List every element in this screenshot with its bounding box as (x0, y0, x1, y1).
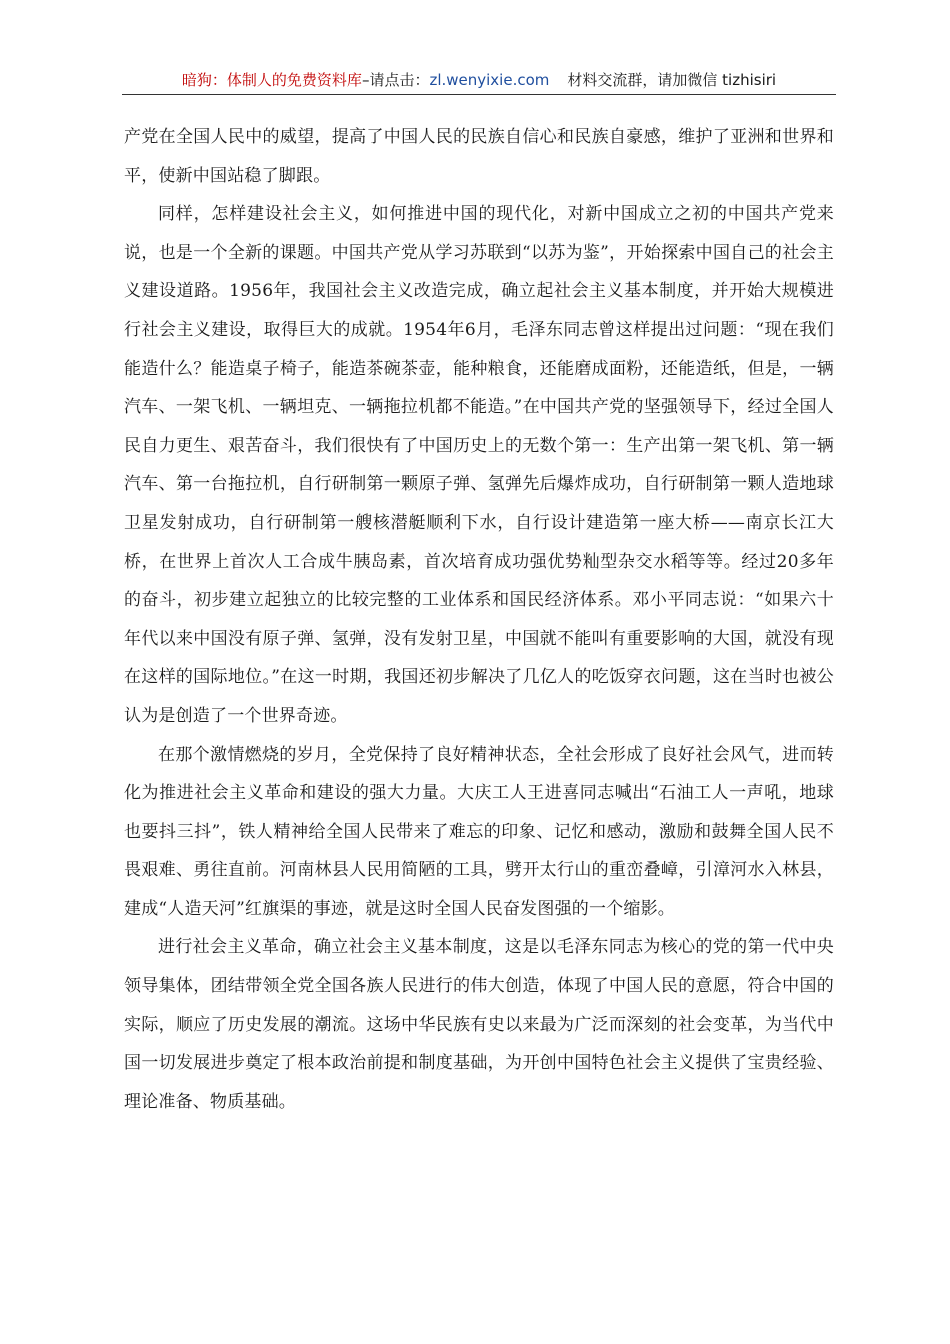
paragraph-continued: 产党在全国人民中的威望，提高了中国人民的民族自信心和民族自豪感，维护了亚洲和世界和平，使新中国站稳了脚跟。 (124, 127, 834, 186)
header-brand: 暗狗：体制人的免费资料库 (181, 71, 362, 89)
header-wechat-note: 材料交流群，请加微信 tizhisiri (567, 71, 777, 89)
paragraph-spirit-of-era: 在那个激情燃烧的岁月，全党保持了良好精神状态，全社会形成了良好社会风气，进而转化为推进社会主义革命和建设的强大力量。大庆工人王进喜同志喊出“石油工人一声吼，地球也要抖三抖”，铁人精神给全国人民带来了难忘的印象、记忆和感动，激励和鼓舞全国人民不畏艰难、勇往直前。河南林县人民用简陋的工具，劈开太行山的重峦叠嶂，引漳河水入林县，建成“人造天河”红旗渠的事迹，就是这时全国人民奋发图强的一个缩影。 (124, 744, 834, 919)
paragraph-conclusion: 进行社会主义革命，确立社会主义基本制度，这是以毛泽东同志为核心的党的第一代中央领导集体，团结带领全党全国各族人民进行的伟大创造，体现了中国人民的意愿，符合中国的实际，顺应了历史发展的潮流。这场中华民族有史以来最为广泛而深刻的社会变革，为当代中国一切发展进步奠定了根本政治前提和制度基础，为开创中国特色社会主义提供了宝贵经验、理论准备、物质基础。 (124, 937, 834, 1112)
document-body (124, 118, 834, 1121)
page-header (122, 66, 836, 94)
header-divider (122, 94, 836, 95)
header-link[interactable]: zl.wenyixie.com (429, 71, 550, 89)
paragraph-socialist-construction: 同样，怎样建设社会主义，如何推进中国的现代化，对新中国成立之初的中国共产党来说，也是一个全新的课题。中国共产党从学习苏联到“以苏为鉴”，开始探索中国自己的社会主义建设道路。1956年，我国社会主义改造完成，确立起社会主义基本制度，并开始大规模进行社会主义建设，取得巨大的成就。1954年6月，毛泽东同志曾这样提出过问题：“现在我们能造什么？能造桌子椅子，能造茶碗茶壶，能种粮食，还能磨成面粉，还能造纸，但是，一辆汽车、一架飞机、一辆坦克、一辆拖拉机都不能造。”在中国共产党的坚强领导下，经过全国人民自力更生、艰苦奋斗，我们很快有了中国历史上的无数个第一：生产出第一架飞机、第一辆汽车、第一台拖拉机，自行研制第一颗原子弹、氢弹先后爆炸成功，自行研制第一颗人造地球卫星发射成功，自行研制第一艘核潜艇顺利下水，自行设计建造第一座大桥——南京长江大桥，在世界上首次人工合成牛胰岛素，首次培育成功强优势籼型杂交水稻等等。经过20多年的奋斗，初步建立起独立的比较完整的工业体系和国民经济体系。邓小平同志说：“如果六十年代以来中国没有原子弹、氢弹，没有发射卫星，中国就不能叫有重要影响的大国，就没有现在这样的国际地位。”在这一时期，我国还初步解决了几亿人的吃饭穿衣问题，这在当时也被公认为是创造了一个世界奇迹。 (124, 204, 834, 726)
header-link-label: –请点击： (361, 71, 430, 89)
